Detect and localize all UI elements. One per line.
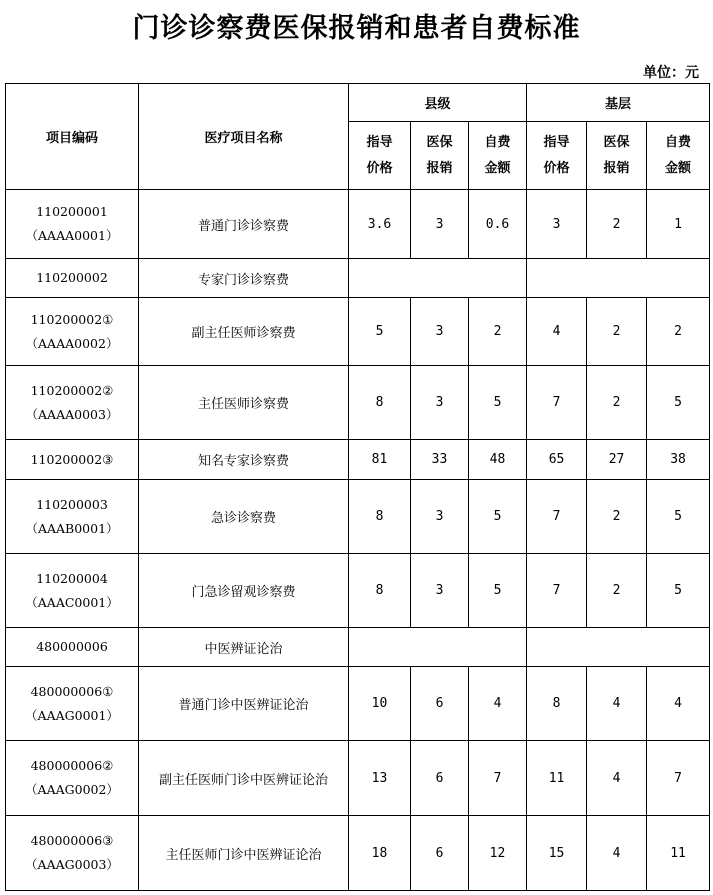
table-row	[6, 816, 710, 891]
value-cell: 0.6	[469, 190, 527, 259]
value-cell: 3	[411, 366, 469, 440]
value-cell: 4	[469, 667, 527, 741]
subheader-text: 医保	[603, 134, 630, 150]
value-cell: 7	[647, 741, 710, 816]
item-code	[6, 259, 139, 298]
value-cell: 2	[469, 298, 527, 366]
subheader-cell	[411, 122, 469, 190]
item-name: 副主任医师诊察费	[139, 298, 349, 366]
header-county: 县级	[349, 84, 527, 122]
item-code-line: （AAAA0003）	[25, 406, 119, 422]
item-code-line: 110200002②	[30, 382, 114, 398]
header-grassroots: 基层	[527, 84, 710, 122]
value-cell: 2	[647, 298, 710, 366]
subheader-text: 价格	[543, 160, 570, 176]
value-cell: 65	[527, 440, 587, 480]
item-code-line: 480000006	[36, 639, 108, 654]
value-cell: 7	[527, 554, 587, 628]
value-cell: 81	[349, 440, 411, 480]
item-code-line: （AAAG0001）	[25, 707, 119, 723]
item-code-line: （AAAA0001）	[25, 228, 119, 243]
value-cell: 3	[411, 554, 469, 628]
value-cell: 5	[469, 366, 527, 440]
item-name: 副主任医师门诊中医辨证论治	[139, 741, 349, 816]
item-code	[6, 440, 139, 480]
value-cell: 38	[647, 440, 710, 480]
item-code	[6, 480, 139, 554]
empty-group-cell	[527, 259, 710, 298]
item-code-line: 110200003	[36, 496, 108, 512]
subheader-text: 指导	[543, 134, 570, 150]
value-cell: 27	[587, 440, 647, 480]
value-cell: 13	[349, 741, 411, 816]
item-code-line: 110200002	[36, 270, 108, 285]
item-code-line: 110200002①	[30, 311, 114, 327]
item-name: 主任医师门诊中医辨证论治	[139, 816, 349, 891]
fee-table	[5, 83, 710, 891]
item-name: 普通门诊诊察费	[139, 190, 349, 259]
item-code	[6, 741, 139, 816]
item-code-line: （AAAG0003）	[25, 857, 119, 872]
value-cell: 6	[411, 816, 469, 891]
subheader-text: 报销	[426, 160, 453, 176]
value-cell: 5	[469, 554, 527, 628]
item-code	[6, 298, 139, 366]
item-name: 中医辨证论治	[139, 628, 349, 667]
value-cell: 5	[647, 480, 710, 554]
subheader-cell	[527, 122, 587, 190]
table-body	[6, 190, 710, 891]
subheader-text: 自费	[665, 134, 692, 150]
subheader-cell	[349, 122, 411, 190]
item-code-line: 480000006③	[30, 833, 114, 848]
value-cell: 2	[587, 366, 647, 440]
table-row	[6, 440, 710, 480]
value-cell: 48	[469, 440, 527, 480]
header-name: 医疗项目名称	[139, 84, 349, 190]
value-cell: 15	[527, 816, 587, 891]
value-cell: 11	[647, 816, 710, 891]
subheader-text: 价格	[366, 160, 393, 176]
value-cell: 8	[349, 366, 411, 440]
item-code-line: 110200001	[36, 204, 108, 219]
value-cell: 2	[587, 190, 647, 259]
item-code	[6, 816, 139, 891]
value-cell: 7	[469, 741, 527, 816]
value-cell: 11	[527, 741, 587, 816]
value-cell: 3	[411, 298, 469, 366]
subheader-cell	[587, 122, 647, 190]
value-cell: 2	[587, 480, 647, 554]
item-code	[6, 366, 139, 440]
value-cell: 5	[647, 554, 710, 628]
item-name: 急诊诊察费	[139, 480, 349, 554]
value-cell: 33	[411, 440, 469, 480]
value-cell: 12	[469, 816, 527, 891]
table-row	[6, 554, 710, 628]
table-row	[6, 259, 710, 298]
item-code-line: 480000006①	[30, 683, 114, 699]
item-code	[6, 190, 139, 259]
item-code-line: （AAAC0001）	[25, 594, 119, 610]
value-cell: 4	[587, 667, 647, 741]
page-title: 门诊诊察费医保报销和患者自费标准	[132, 13, 581, 44]
table-row	[6, 628, 710, 667]
value-cell: 8	[527, 667, 587, 741]
item-code-line: （AAAG0002）	[25, 782, 119, 797]
item-code	[6, 554, 139, 628]
empty-group-cell	[349, 259, 527, 298]
item-name: 专家门诊诊察费	[139, 259, 349, 298]
item-code-line: 110200004	[36, 570, 108, 586]
value-cell: 3.6	[349, 190, 411, 259]
value-cell: 4	[587, 741, 647, 816]
value-cell: 1	[647, 190, 710, 259]
value-cell: 3	[411, 480, 469, 554]
table-row	[6, 190, 710, 259]
value-cell: 6	[411, 667, 469, 741]
value-cell: 4	[527, 298, 587, 366]
item-name: 门急诊留观诊察费	[139, 554, 349, 628]
value-cell: 2	[587, 298, 647, 366]
value-cell: 7	[527, 366, 587, 440]
item-code-line: （AAAA0002）	[25, 335, 119, 351]
value-cell: 5	[647, 366, 710, 440]
value-cell: 18	[349, 816, 411, 891]
item-code	[6, 667, 139, 741]
value-cell: 4	[647, 667, 710, 741]
value-cell: 6	[411, 741, 469, 816]
value-cell: 4	[587, 816, 647, 891]
table-row	[6, 298, 710, 366]
value-cell: 7	[527, 480, 587, 554]
subheader-text: 自费	[484, 134, 511, 150]
empty-group-cell	[527, 628, 710, 667]
subheader-text: 金额	[665, 160, 692, 176]
subheader-text: 指导	[366, 134, 393, 150]
value-cell: 10	[349, 667, 411, 741]
item-name: 主任医师诊察费	[139, 366, 349, 440]
subheader-text: 报销	[603, 160, 630, 176]
item-code-line: 110200002③	[30, 451, 114, 467]
table-row	[6, 741, 710, 816]
unit-label: 单位：元	[643, 65, 699, 81]
subheader-cell	[469, 122, 527, 190]
value-cell: 5	[469, 480, 527, 554]
item-name: 知名专家诊察费	[139, 440, 349, 480]
table-row	[6, 366, 710, 440]
value-cell: 2	[587, 554, 647, 628]
value-cell: 3	[527, 190, 587, 259]
value-cell: 3	[411, 190, 469, 259]
subheader-text: 医保	[426, 134, 453, 150]
item-code-line: （AAAB0001）	[25, 520, 119, 536]
subheader-text: 金额	[484, 160, 511, 176]
subheader-cell	[647, 122, 710, 190]
value-cell: 8	[349, 480, 411, 554]
item-name: 普通门诊中医辨证论治	[139, 667, 349, 741]
value-cell: 8	[349, 554, 411, 628]
table-row	[6, 480, 710, 554]
header-code: 项目编码	[6, 84, 139, 190]
item-code	[6, 628, 139, 667]
item-code-line: 480000006②	[30, 758, 114, 773]
value-cell: 5	[349, 298, 411, 366]
table-row	[6, 667, 710, 741]
empty-group-cell	[349, 628, 527, 667]
